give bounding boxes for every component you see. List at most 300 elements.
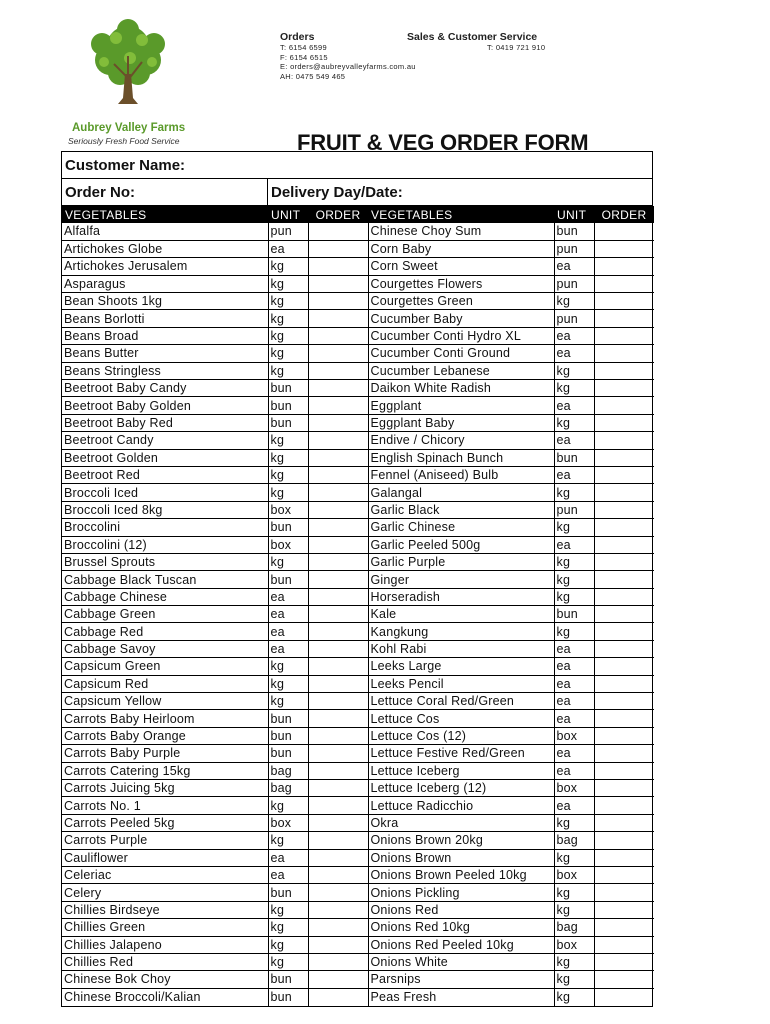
item-name: Garlic Purple: [368, 553, 554, 570]
item-order-qty[interactable]: [308, 362, 368, 379]
item-order-qty[interactable]: [308, 814, 368, 831]
item-order-qty[interactable]: [594, 710, 654, 727]
item-unit: box: [268, 501, 308, 518]
order-no-field[interactable]: [62, 179, 268, 205]
table-row: [62, 762, 654, 779]
item-order-qty[interactable]: [594, 919, 654, 936]
table-row: [62, 884, 654, 901]
item-name: Lettuce Iceberg (12): [368, 780, 554, 797]
item-name: Garlic Chinese: [368, 519, 554, 536]
item-name: Corn Sweet: [368, 258, 554, 275]
item-name: Carrots Purple: [62, 832, 268, 849]
item-unit: kg: [268, 936, 308, 953]
item-order-qty[interactable]: [594, 362, 654, 379]
table-row: [62, 988, 654, 1005]
item-unit: bun: [268, 971, 308, 988]
item-unit: kg: [268, 310, 308, 327]
item-order-qty[interactable]: [308, 971, 368, 988]
item-name: Beetroot Golden: [62, 449, 268, 466]
item-name: Carrots Baby Orange: [62, 727, 268, 744]
item-name: Cabbage Black Tuscan: [62, 571, 268, 588]
item-unit: bun: [268, 988, 308, 1005]
table-row: [62, 449, 654, 466]
item-name: Asparagus: [62, 275, 268, 292]
item-name: Broccolini (12): [62, 536, 268, 553]
item-name: Beetroot Baby Golden: [62, 397, 268, 414]
item-unit: ea: [554, 710, 594, 727]
table-row: [62, 310, 654, 327]
item-name: Carrots Catering 15kg: [62, 762, 268, 779]
item-order-qty[interactable]: [594, 727, 654, 744]
item-order-qty[interactable]: [308, 519, 368, 536]
item-name: Horseradish: [368, 588, 554, 605]
item-unit: ea: [268, 866, 308, 883]
table-row: [62, 901, 654, 918]
vegetables-table: [62, 206, 654, 1006]
table-row: [62, 971, 654, 988]
item-name: Eggplant: [368, 397, 554, 414]
order-no-label: Order No:: [65, 183, 136, 201]
item-name: Chinese Bok Choy: [62, 971, 268, 988]
item-order-qty[interactable]: [594, 258, 654, 275]
item-name: Chillies Birdseye: [62, 901, 268, 918]
item-order-qty[interactable]: [308, 449, 368, 466]
item-name: Cabbage Green: [62, 606, 268, 623]
item-name: Celeriac: [62, 866, 268, 883]
item-unit: ea: [554, 345, 594, 362]
item-unit: pun: [268, 223, 308, 240]
item-name: Okra: [368, 814, 554, 831]
item-name: Brussel Sprouts: [62, 553, 268, 570]
item-order-qty[interactable]: [308, 988, 368, 1005]
item-unit: kg: [268, 901, 308, 918]
item-order-qty[interactable]: [594, 797, 654, 814]
table-row: [62, 258, 654, 275]
item-unit: box: [554, 727, 594, 744]
table-row: [62, 223, 654, 240]
table-row: [62, 745, 654, 762]
item-unit: kg: [268, 658, 308, 675]
item-order-qty[interactable]: [308, 901, 368, 918]
orders-fax: F: 6154 6515: [280, 52, 328, 62]
item-name: Endive / Chicory: [368, 432, 554, 449]
sales-phone: T: 0419 721 910: [487, 43, 546, 52]
item-order-qty[interactable]: [308, 745, 368, 762]
item-order-qty[interactable]: [308, 275, 368, 292]
item-order-qty[interactable]: [308, 780, 368, 797]
item-unit: kg: [268, 953, 308, 970]
item-order-qty[interactable]: [308, 223, 368, 240]
item-unit: bun: [268, 397, 308, 414]
item-order-qty[interactable]: [594, 936, 654, 953]
item-order-qty[interactable]: [594, 675, 654, 692]
table-row: [62, 571, 654, 588]
item-unit: kg: [554, 849, 594, 866]
item-name: Artichokes Globe: [62, 240, 268, 257]
item-order-qty[interactable]: [308, 397, 368, 414]
item-name: Ginger: [368, 571, 554, 588]
item-name: Onions Pickling: [368, 884, 554, 901]
table-row: [62, 380, 654, 397]
item-order-qty[interactable]: [594, 310, 654, 327]
item-order-qty[interactable]: [594, 884, 654, 901]
item-order-qty[interactable]: [308, 310, 368, 327]
item-order-qty[interactable]: [308, 640, 368, 657]
customer-name-field[interactable]: [62, 152, 652, 179]
item-unit: ea: [268, 606, 308, 623]
orders-heading: Orders: [280, 31, 315, 43]
item-order-qty[interactable]: [594, 745, 654, 762]
item-unit: kg: [554, 553, 594, 570]
table-row: [62, 623, 654, 640]
item-unit: pun: [554, 240, 594, 257]
item-order-qty[interactable]: [308, 675, 368, 692]
item-name: Carrots Juicing 5kg: [62, 780, 268, 797]
item-order-qty[interactable]: [594, 240, 654, 257]
item-order-qty[interactable]: [308, 727, 368, 744]
item-name: Chinese Broccoli/Kalian: [62, 988, 268, 1005]
item-order-qty[interactable]: [308, 327, 368, 344]
item-unit: bun: [268, 380, 308, 397]
item-unit: kg: [554, 362, 594, 379]
item-order-qty[interactable]: [594, 223, 654, 240]
item-name: Broccoli Iced 8kg: [62, 501, 268, 518]
item-unit: bun: [554, 449, 594, 466]
item-unit: bun: [268, 727, 308, 744]
table-row: [62, 327, 654, 344]
table-row: [62, 797, 654, 814]
item-order-qty[interactable]: [308, 953, 368, 970]
item-name: Cucumber Baby: [368, 310, 554, 327]
item-unit: kg: [268, 293, 308, 310]
table-row: [62, 866, 654, 883]
item-name: Chillies Green: [62, 919, 268, 936]
item-name: Chinese Choy Sum: [368, 223, 554, 240]
item-order-qty[interactable]: [594, 501, 654, 518]
item-unit: kg: [268, 693, 308, 710]
item-unit: kg: [554, 293, 594, 310]
item-order-qty[interactable]: [594, 693, 654, 710]
item-order-qty[interactable]: [594, 849, 654, 866]
table-row: [62, 362, 654, 379]
item-name: Corn Baby: [368, 240, 554, 257]
item-order-qty[interactable]: [594, 606, 654, 623]
item-order-qty[interactable]: [308, 380, 368, 397]
item-unit: kg: [554, 380, 594, 397]
item-name: Beans Broad: [62, 327, 268, 344]
item-order-qty[interactable]: [594, 901, 654, 918]
item-unit: box: [554, 936, 594, 953]
item-unit: kg: [554, 484, 594, 501]
item-unit: kg: [554, 414, 594, 431]
item-name: Carrots Peeled 5kg: [62, 814, 268, 831]
item-unit: box: [268, 814, 308, 831]
item-unit: kg: [268, 275, 308, 292]
item-unit: pun: [554, 501, 594, 518]
sales-heading: Sales & Customer Service: [407, 31, 538, 43]
orders-contact: [280, 31, 416, 81]
item-unit: kg: [554, 901, 594, 918]
item-unit: pun: [554, 310, 594, 327]
col-order-left: ORDER: [308, 206, 368, 223]
orders-email[interactable]: E: orders@aubreyvalleyfarms.com.au: [280, 62, 416, 71]
item-unit: ea: [554, 327, 594, 344]
item-unit: ea: [554, 797, 594, 814]
item-unit: kg: [268, 449, 308, 466]
item-unit: bun: [268, 884, 308, 901]
item-name: Chillies Jalapeno: [62, 936, 268, 953]
item-order-qty[interactable]: [308, 797, 368, 814]
item-order-qty[interactable]: [308, 866, 368, 883]
item-order-qty[interactable]: [308, 884, 368, 901]
col-vegetables-left: VEGETABLES: [62, 206, 268, 223]
item-unit: kg: [554, 971, 594, 988]
item-unit: kg: [554, 588, 594, 605]
item-order-qty[interactable]: [594, 832, 654, 849]
item-order-qty[interactable]: [308, 710, 368, 727]
delivery-date-field[interactable]: [268, 179, 652, 205]
item-order-qty[interactable]: [594, 814, 654, 831]
item-unit: kg: [268, 327, 308, 344]
item-name: Cabbage Savoy: [62, 640, 268, 657]
item-name: Beans Butter: [62, 345, 268, 362]
customer-name-label: Customer Name:: [65, 156, 186, 174]
item-unit: ea: [554, 640, 594, 657]
item-unit: ea: [554, 432, 594, 449]
table-row: [62, 849, 654, 866]
item-order-qty[interactable]: [594, 432, 654, 449]
table-row: [62, 710, 654, 727]
item-name: Leeks Pencil: [368, 675, 554, 692]
item-order-qty[interactable]: [308, 919, 368, 936]
sales-contact: [407, 31, 545, 53]
item-name: Cauliflower: [62, 849, 268, 866]
item-order-qty[interactable]: [594, 466, 654, 483]
item-order-qty[interactable]: [308, 832, 368, 849]
item-order-qty[interactable]: [308, 606, 368, 623]
table-row: [62, 693, 654, 710]
item-name: Leeks Large: [368, 658, 554, 675]
item-order-qty[interactable]: [594, 414, 654, 431]
item-order-qty[interactable]: [308, 293, 368, 310]
item-order-qty[interactable]: [308, 536, 368, 553]
item-order-qty[interactable]: [594, 971, 654, 988]
item-name: Chillies Red: [62, 953, 268, 970]
item-unit: ea: [554, 466, 594, 483]
item-name: Parsnips: [368, 971, 554, 988]
item-name: Lettuce Cos: [368, 710, 554, 727]
orders-phone: T: 6154 6599: [280, 43, 327, 52]
brand-name: Aubrey Valley Farms: [72, 122, 186, 134]
order-details-row: [62, 179, 652, 206]
item-unit: kg: [268, 432, 308, 449]
item-unit: bun: [554, 606, 594, 623]
table-row: [62, 936, 654, 953]
item-order-qty[interactable]: [594, 640, 654, 657]
item-unit: kg: [554, 519, 594, 536]
item-name: English Spinach Bunch: [368, 449, 554, 466]
item-order-qty[interactable]: [308, 345, 368, 362]
orders-after-hours: AH: 0475 549 465: [280, 71, 346, 81]
item-order-qty[interactable]: [308, 571, 368, 588]
item-name: Garlic Peeled 500g: [368, 536, 554, 553]
item-unit: kg: [268, 466, 308, 483]
item-order-qty[interactable]: [308, 936, 368, 953]
item-name: Beans Stringless: [62, 362, 268, 379]
item-unit: bun: [268, 745, 308, 762]
item-unit: ea: [554, 762, 594, 779]
table-row: [62, 780, 654, 797]
item-unit: kg: [554, 623, 594, 640]
table-row: [62, 640, 654, 657]
item-unit: bun: [268, 414, 308, 431]
item-unit: kg: [268, 345, 308, 362]
item-name: Courgettes Flowers: [368, 275, 554, 292]
item-unit: ea: [268, 588, 308, 605]
item-order-qty[interactable]: [308, 588, 368, 605]
item-name: Kale: [368, 606, 554, 623]
item-unit: kg: [268, 258, 308, 275]
item-name: Bean Shoots 1kg: [62, 293, 268, 310]
item-order-qty[interactable]: [308, 258, 368, 275]
item-name: Lettuce Coral Red/Green: [368, 693, 554, 710]
item-order-qty[interactable]: [308, 762, 368, 779]
item-unit: bun: [268, 571, 308, 588]
item-order-qty[interactable]: [308, 623, 368, 640]
item-name: Lettuce Cos (12): [368, 727, 554, 744]
item-order-qty[interactable]: [594, 536, 654, 553]
item-name: Beetroot Red: [62, 466, 268, 483]
table-row: [62, 484, 654, 501]
item-name: Cabbage Chinese: [62, 588, 268, 605]
item-name: Kangkung: [368, 623, 554, 640]
table-header: [62, 206, 654, 223]
item-name: Cucumber Conti Ground: [368, 345, 554, 362]
item-order-qty[interactable]: [308, 658, 368, 675]
item-name: Cucumber Lebanese: [368, 362, 554, 379]
item-name: Capsicum Green: [62, 658, 268, 675]
item-unit: bag: [554, 832, 594, 849]
table-row: [62, 832, 654, 849]
brand-logo: [66, 18, 206, 146]
item-name: Onions Red Peeled 10kg: [368, 936, 554, 953]
item-order-qty[interactable]: [308, 466, 368, 483]
item-order-qty[interactable]: [308, 553, 368, 570]
item-order-qty[interactable]: [594, 762, 654, 779]
tree-icon: [80, 18, 176, 122]
item-unit: ea: [554, 536, 594, 553]
table-row: [62, 658, 654, 675]
item-name: Onions Brown 20kg: [368, 832, 554, 849]
item-order-qty[interactable]: [594, 953, 654, 970]
item-name: Courgettes Green: [368, 293, 554, 310]
col-order-right: ORDER: [594, 206, 654, 223]
item-order-qty[interactable]: [594, 397, 654, 414]
table-row: [62, 814, 654, 831]
item-unit: box: [554, 866, 594, 883]
item-unit: ea: [268, 623, 308, 640]
item-name: Artichokes Jerusalem: [62, 258, 268, 275]
item-name: Carrots No. 1: [62, 797, 268, 814]
item-name: Capsicum Yellow: [62, 693, 268, 710]
item-name: Broccoli Iced: [62, 484, 268, 501]
item-unit: kg: [554, 988, 594, 1005]
table-row: [62, 414, 654, 431]
item-order-qty[interactable]: [308, 693, 368, 710]
order-form: [61, 151, 653, 1007]
item-order-qty[interactable]: [594, 988, 654, 1005]
item-order-qty[interactable]: [594, 449, 654, 466]
item-order-qty[interactable]: [308, 484, 368, 501]
item-unit: ea: [554, 258, 594, 275]
item-name: Broccolini: [62, 519, 268, 536]
item-name: Carrots Baby Purple: [62, 745, 268, 762]
col-unit-left: UNIT: [268, 206, 308, 223]
item-name: Cucumber Conti Hydro XL: [368, 327, 554, 344]
item-unit: ea: [554, 658, 594, 675]
item-order-qty[interactable]: [594, 623, 654, 640]
item-order-qty[interactable]: [594, 658, 654, 675]
item-order-qty[interactable]: [594, 275, 654, 292]
item-order-qty[interactable]: [308, 849, 368, 866]
item-unit: kg: [268, 484, 308, 501]
item-name: Onions White: [368, 953, 554, 970]
item-order-qty[interactable]: [308, 414, 368, 431]
item-unit: kg: [268, 919, 308, 936]
item-order-qty[interactable]: [594, 293, 654, 310]
item-name: Lettuce Festive Red/Green: [368, 745, 554, 762]
table-row: [62, 345, 654, 362]
table-row: [62, 501, 654, 518]
item-order-qty[interactable]: [594, 519, 654, 536]
item-order-qty[interactable]: [594, 588, 654, 605]
table-row: [62, 606, 654, 623]
item-order-qty[interactable]: [594, 780, 654, 797]
col-vegetables-right: VEGETABLES: [368, 206, 554, 223]
item-name: Kohl Rabi: [368, 640, 554, 657]
item-order-qty[interactable]: [594, 345, 654, 362]
item-name: Onions Brown: [368, 849, 554, 866]
item-order-qty[interactable]: [308, 501, 368, 518]
table-row: [62, 727, 654, 744]
item-name: Beans Borlotti: [62, 310, 268, 327]
item-unit: kg: [554, 884, 594, 901]
item-order-qty[interactable]: [594, 571, 654, 588]
table-row: [62, 553, 654, 570]
item-name: Cabbage Red: [62, 623, 268, 640]
item-order-qty[interactable]: [594, 327, 654, 344]
form-title: FRUIT & VEG ORDER FORM: [297, 130, 589, 155]
item-order-qty[interactable]: [308, 432, 368, 449]
item-name: Capsicum Red: [62, 675, 268, 692]
item-unit: box: [554, 780, 594, 797]
item-unit: bun: [268, 519, 308, 536]
item-name: Lettuce Iceberg: [368, 762, 554, 779]
item-order-qty[interactable]: [594, 484, 654, 501]
item-unit: kg: [554, 571, 594, 588]
table-row: [62, 432, 654, 449]
item-unit: kg: [268, 675, 308, 692]
item-order-qty[interactable]: [594, 380, 654, 397]
item-order-qty[interactable]: [308, 240, 368, 257]
item-name: Beetroot Baby Red: [62, 414, 268, 431]
table-row: [62, 275, 654, 292]
item-order-qty[interactable]: [594, 553, 654, 570]
item-name: Daikon White Radish: [368, 380, 554, 397]
item-name: Fennel (Aniseed) Bulb: [368, 466, 554, 483]
item-unit: box: [268, 536, 308, 553]
item-order-qty[interactable]: [594, 866, 654, 883]
